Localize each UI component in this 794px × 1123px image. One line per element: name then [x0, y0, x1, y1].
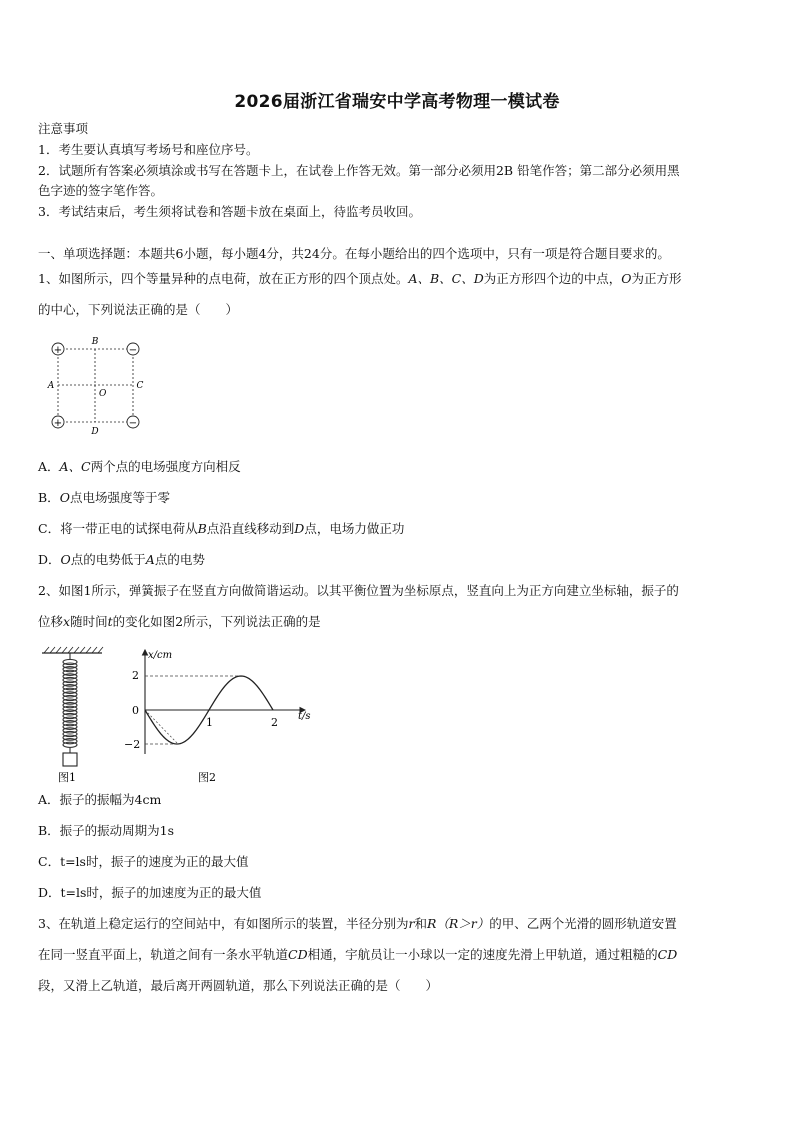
option-var: A: [145, 552, 155, 567]
q2-option-c[interactable]: C．t=ls时，振子的速度为正的最大值: [38, 854, 249, 869]
charge-top-left: [52, 343, 64, 356]
option-text: 点的电势: [154, 552, 205, 567]
q3-stem-part: 的甲、乙两个光滑的圆形轨道安置: [489, 916, 677, 931]
q2-option-b[interactable]: B．振子的振动周期为1s: [38, 823, 175, 838]
q2-stem-t: t: [107, 614, 113, 629]
x-tick-1: 1: [206, 716, 213, 729]
option-prefix: B．: [38, 490, 60, 505]
notice-item-2-cont: 色字迹的签字笔作答。: [38, 183, 164, 198]
q1-option-d[interactable]: [38, 552, 205, 568]
notice-item-1: 1．考生要认真填写考场号和座位序号。: [38, 142, 259, 157]
q1-stem-part: 为正方形四个边的中点，: [483, 271, 622, 286]
q3-stem-cd: CD: [657, 947, 678, 962]
oscillator-block: [63, 753, 77, 766]
option-text: 点，电场力做正功: [304, 521, 405, 536]
q3-stem-line2: [38, 947, 677, 963]
option-var: A、C: [59, 459, 91, 474]
q2-option-d[interactable]: D．t=ls时，振子的加速度为正的最大值: [38, 885, 262, 900]
spring-coil: [63, 659, 77, 747]
q2-stem-part: 位移: [38, 614, 64, 629]
option-var: O: [60, 552, 71, 567]
shade-line: [145, 710, 178, 744]
q1-stem-part: 1、如图所示，四个等量异种的点电荷，放在正方形的四个顶点处。: [38, 271, 409, 286]
q2-stem-line1: 2、如图1所示，弹簧振子在竖直方向做简谐运动。以其平衡位置为坐标原点，竖直向上为正方向建立坐标轴，振子的: [38, 583, 679, 598]
label-b: B: [91, 337, 99, 347]
q1-stem-vars: A、B、C、D: [408, 271, 484, 286]
fig1-caption: 图1: [58, 771, 76, 784]
section-heading: 一、单项选择题：本题共6小题，每小题4分，共24分。在每小题给出的四个选项中，只有一项是符合题目要求的。: [38, 246, 670, 261]
q3-stem-part: 相通，宇航员让一小球以一定的速度先滑上甲轨道，通过粗糙的: [307, 947, 658, 962]
label-a: A: [47, 381, 55, 391]
q2-stem-part: 的变化如图2所示，下列说法正确的是: [112, 614, 321, 629]
svg-text:+: +: [53, 418, 63, 429]
q1-stem-part: 为正方形: [631, 271, 682, 286]
q3-stem-part: 3、在轨道上稳定运行的空间站中，有如图所示的装置，半径分别为: [38, 916, 409, 931]
q1-stem-line1: [38, 271, 682, 287]
option-text: 点电场强度等于零: [69, 490, 170, 505]
charge-bottom-right: [127, 416, 139, 429]
q3-stem-line3: 段，又滑上乙轨道，最后离开两圆轨道，那么下列说法正确的是（ ）: [38, 978, 439, 993]
notice-heading: 注意事项: [38, 121, 89, 136]
y-tick-neg2: −2: [124, 738, 141, 751]
q3-stem-cd: CD: [288, 947, 308, 962]
q2-stem-part: 随时间: [70, 614, 108, 629]
notice-item-3: 3．考试结束后，考生须将试卷和答题卡放在桌面上，待监考员收回。: [38, 204, 421, 219]
charge-top-right: [127, 343, 139, 356]
q3-stem-part: 和: [414, 916, 427, 931]
page-title: 2026届浙江省瑞安中学高考物理一模试卷: [234, 92, 560, 112]
q1-stem-o: O: [621, 271, 632, 286]
spring-oscillator-figure: [40, 644, 105, 786]
svg-text:−: −: [128, 418, 138, 429]
option-prefix: A．: [38, 459, 60, 474]
fig2-caption: 图2: [198, 771, 216, 784]
q3-stem-r: r: [408, 916, 415, 931]
q2-stem-x: x: [63, 614, 71, 629]
q1-stem-line2: 的中心，下列说法正确的是（ ）: [38, 302, 239, 317]
q1-option-a[interactable]: [38, 459, 241, 475]
option-var: B: [197, 521, 207, 536]
x-tick-2: 2: [271, 716, 278, 729]
q3-stem-part: 在同一竖直平面上，轨道之间有一条水平轨道: [38, 947, 289, 962]
displacement-time-graph: [122, 644, 322, 786]
q1-option-c[interactable]: [38, 521, 404, 537]
q3-stem-R: R: [426, 916, 437, 931]
q3-stem-line1: [38, 916, 677, 932]
label-o: O: [99, 389, 107, 399]
option-text: 两个点的电场强度方向相反: [90, 459, 241, 474]
ceiling-hatch: [42, 647, 103, 653]
option-var: D: [294, 521, 305, 536]
option-text: 点沿直线移动到: [206, 521, 295, 536]
charge-bottom-left: [52, 416, 64, 429]
y-tick-2: 2: [132, 669, 139, 682]
x-axis-label: t/s: [298, 711, 311, 722]
q1-square-figure: [42, 336, 152, 440]
y-tick-0: 0: [132, 704, 139, 717]
q3-stem-cond: （R＞r）: [436, 916, 490, 931]
spring-coil-loop: [63, 742, 77, 747]
q2-stem-line2: [38, 614, 321, 630]
q1-option-b[interactable]: [38, 490, 170, 506]
y-axis-label: x/cm: [148, 650, 173, 661]
option-prefix: D．: [38, 552, 61, 567]
option-text: 点的电势低于: [70, 552, 146, 567]
q2-option-a[interactable]: A．振子的振幅为4cm: [38, 792, 162, 807]
label-c: C: [136, 381, 144, 391]
svg-text:+: +: [53, 345, 63, 356]
option-prefix: C．将一带正电的试探电荷从: [38, 521, 198, 536]
notice-item-2: 2．试题所有答案必须填涂或书写在答题卡上，在试卷上作答无效。第一部分必须用2B 铅笔作答；第二部分必须用黑: [38, 163, 680, 178]
svg-text:−: −: [128, 345, 138, 356]
label-d: D: [91, 427, 99, 437]
option-var: O: [59, 490, 70, 505]
